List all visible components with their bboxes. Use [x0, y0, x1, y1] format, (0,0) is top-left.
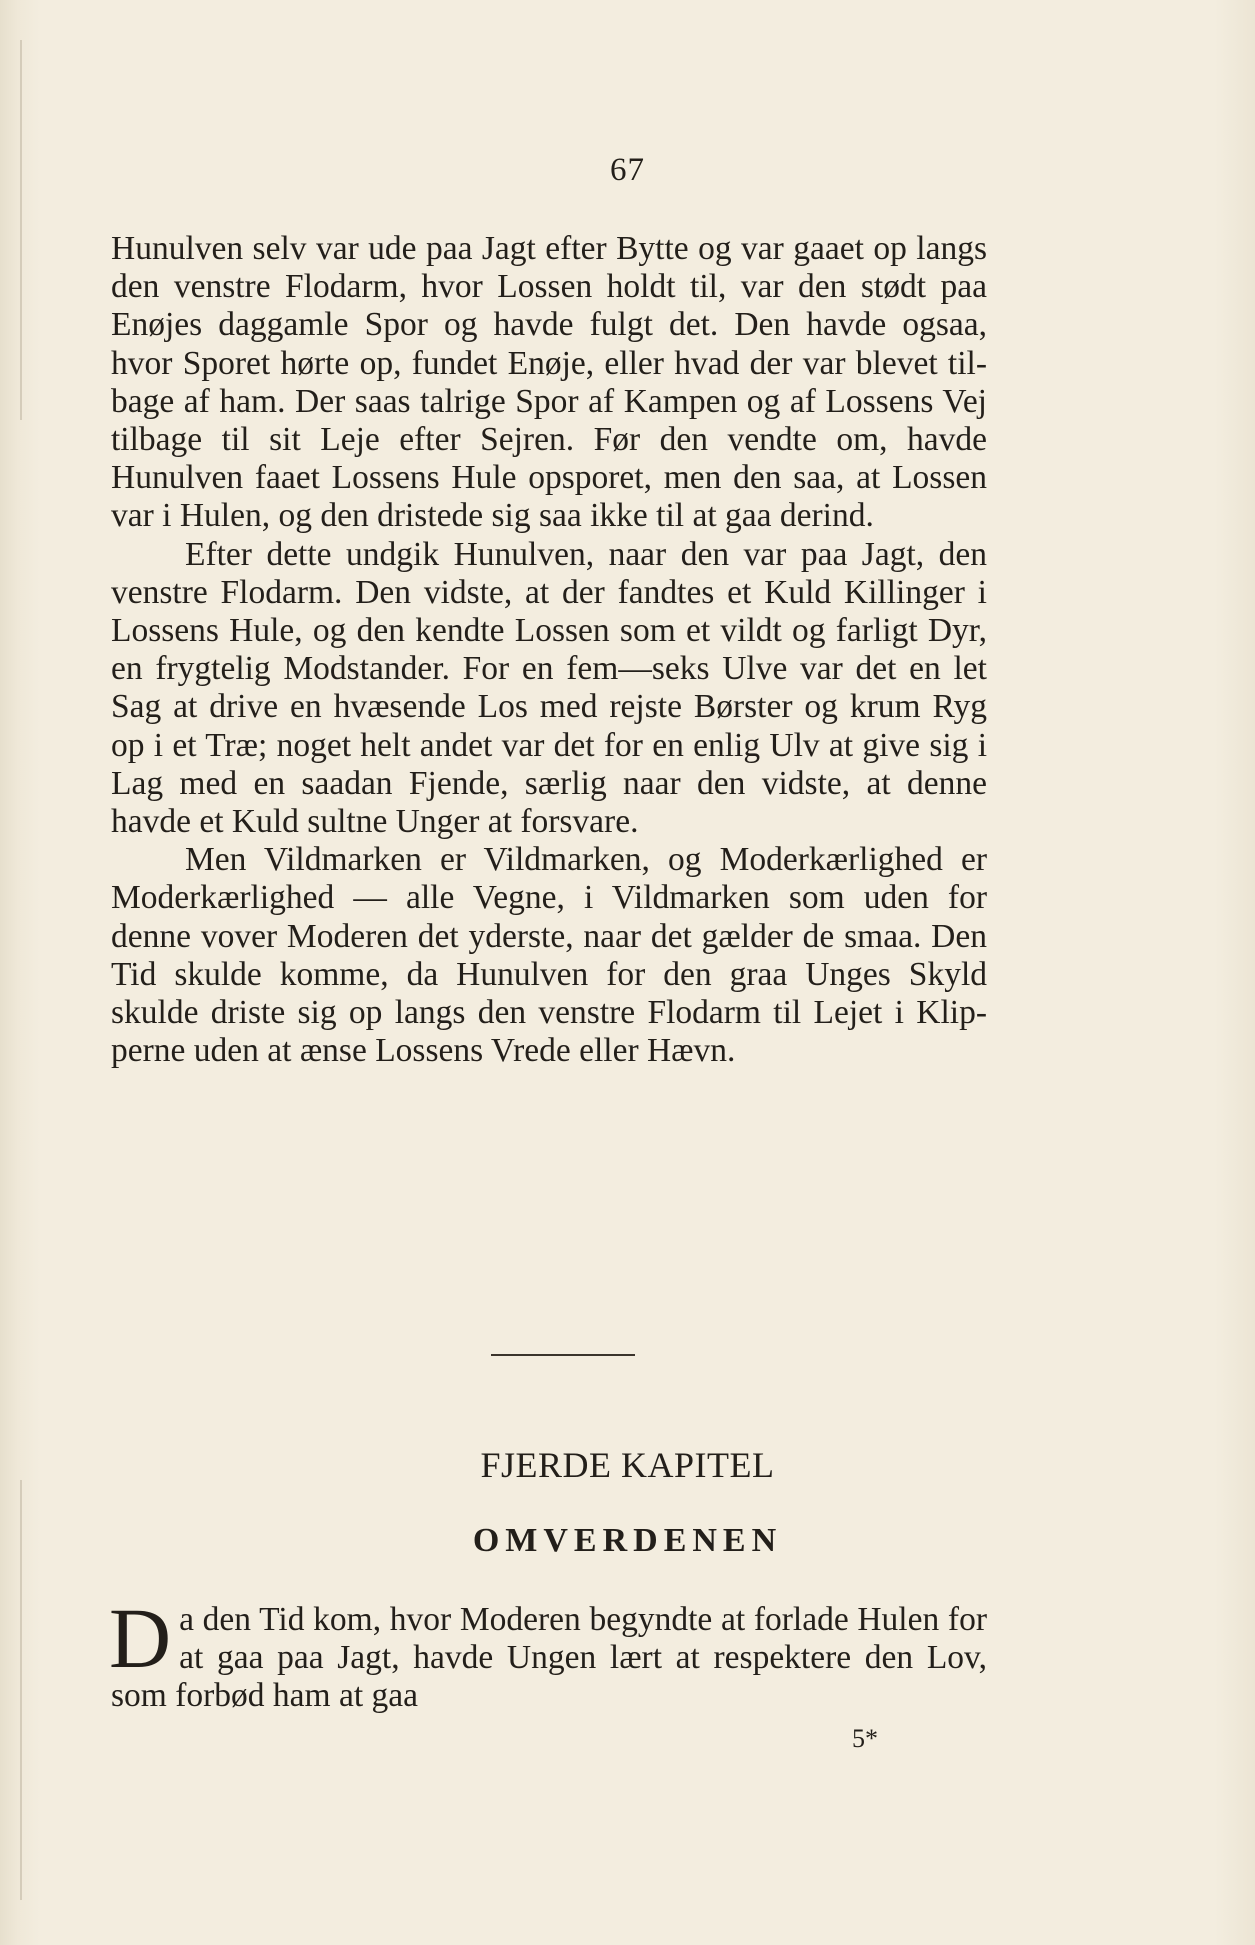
body-text	[111, 230, 987, 1070]
chapter-opening-text	[109, 1590, 987, 1715]
printer-signature-mark: 5*	[852, 1724, 878, 1753]
gutter-shadow	[20, 40, 22, 420]
drop-cap: D	[109, 1590, 172, 1686]
chapter-paragraph-text: a den Tid kom, hvor Moderen begyndte at forlade Hulen for at gaa paa Jagt, havde Ungen lært at respektere den Lov, som forbød ham at gaa	[111, 1601, 987, 1714]
chapter-title: OMVERDENEN	[472, 1522, 783, 1559]
page-number: 67	[610, 152, 645, 188]
paragraph: Efter dette undgik Hunulven, naar den var paa Jagt, den venstre Flodarm. Den vidste, at der fandtes et Kuld Killinger i Lossens Hule, og den kendte Lossen som et vildt og farligt Dyr, en frygtelig Modstander. For en fem—seks Ulve var det en let Sag at drive en hvæsende Los med rejste Børster og krum Ryg op i et Træ; noget helt andet var det for en enlig Ulv at give sig i Lag med en saadan Fjende, særlig naar den vidste, at denne havde et Kuld sultne Unger at forsvare.	[111, 535, 987, 841]
section-divider	[491, 1354, 635, 1356]
chapter-first-paragraph	[109, 1590, 987, 1715]
chapter-label: FJERDE KAPITEL	[480, 1445, 775, 1485]
paragraph: Men Vildmarken er Vildmarken, og Moderkærlighed er Moderkærlighed — alle Vegne, i Vildmarken som uden for denne vover Moderen det yderste, naar det gælder de smaa. Den Tid skulde komme, da Hunulven for den graa Unges Skyld skulde driste sig op langs den venstre Flodarm til Lejet i Klipperne uden at ænse Lossens Vrede eller Hævn.	[111, 841, 987, 1070]
paragraph: Hunulven selv var ude paa Jagt efter Bytte og var gaaet op langs den venstre Flodarm, hvor Lossen holdt til, var den stødt paa Enøjes daggamle Spor og havde fulgt det. Den havde ogsaa, hvor Sporet hørte op, fundet Enøje, eller hvad der var blevet tilbage af ham. Der saas talrige Spor af Kampen og af Lossens Vej tilbage til sit Leje efter Sejren. Før den vendte om, havde Hunulven faaet Lossens Hule opsporet, men den saa, at Lossen var i Hulen, og den dristede sig saa ikke til at gaa derind.	[111, 230, 987, 535]
